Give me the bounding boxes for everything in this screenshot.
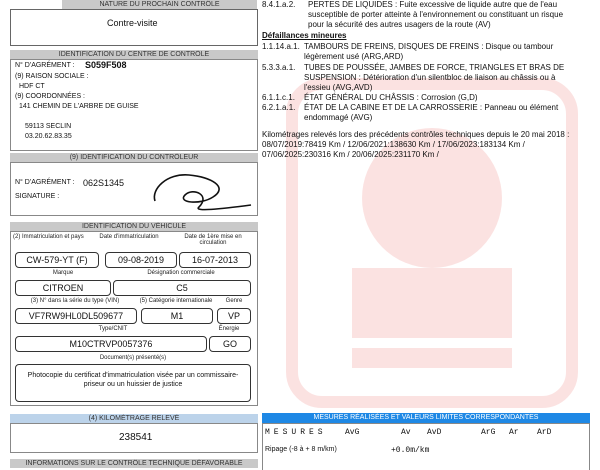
minor-text: ÉTAT GÉNÉRAL DU CHÂSSIS : Corrosion (G,D)	[304, 93, 478, 102]
docs-label: Document(s) présenté(s)	[99, 355, 167, 361]
minor-code: 6.2.1.a.1.	[262, 103, 296, 112]
measures-col: Ar	[509, 428, 519, 437]
measures-col: ArG	[481, 428, 496, 437]
vin-label: (3) N° dans la série du type (VIN)	[30, 298, 120, 304]
genre-field	[217, 308, 251, 324]
reg-label: (2) Immatriculation et pays	[13, 234, 84, 240]
minor-code: 6.1.1.c.1.	[262, 93, 295, 102]
vin-field	[15, 308, 137, 324]
minor-code: 1.1.14.a.1.	[262, 42, 300, 51]
defect-text: PERTES DE LIQUIDES : Fuite excessive de liquide autre que de l'eau	[308, 0, 558, 9]
ripage-label: Ripage (-8 à + 8 m/km)	[265, 446, 337, 453]
vehicle-box	[10, 231, 258, 406]
reg-value: CW-579-YT (F)	[26, 255, 88, 265]
genre-value: VP	[227, 311, 240, 321]
minor-header: Défaillances mineures	[262, 31, 347, 40]
measures-header-text: MESURES RÉALISÉES ET VALEURS LIMITES CORRESPONDANTES	[313, 414, 539, 421]
vehicle-header: IDENTIFICATION DU VÉHICULE	[10, 222, 258, 231]
first-circ-value: 16-07-2013	[191, 255, 239, 265]
measures-col: Av	[401, 428, 411, 437]
type-field	[15, 336, 207, 352]
measures-col: MESURES	[265, 428, 327, 437]
docs-value: Photocopie du certificat d'immatriculation visée par un commissaire-priseur ou un huissier de justice	[27, 372, 239, 388]
controller-approval-value: 062S1345	[83, 178, 125, 188]
history-line: 08/07/2019:78419 Km / 12/06/2021:138630 Km / 17/06/2023:183134 Km /	[262, 140, 525, 149]
center-box	[10, 59, 258, 151]
history-line: Kilométrages relevés lors des précédents contrôles techniques depuis le 20 mai 2018 :	[262, 130, 570, 139]
defect-text: pour la sécurité des autres usagers de la route (AV)	[308, 20, 491, 29]
measures-col: ArD	[537, 428, 552, 437]
company-label: (9) RAISON SOCIALE :	[15, 73, 89, 80]
vin-value: VF7RW9HL0DL509677	[28, 311, 124, 321]
measures-col: AvG	[345, 428, 360, 437]
energy-label: Énergie	[218, 326, 240, 332]
genre-label: Genre	[225, 298, 243, 304]
defect-text: susceptible de porter atteinte à l'environnement ou constituant un risque	[308, 10, 564, 19]
mileage-header: (4) KILOMÉTRAGE RELEVÉ	[10, 414, 258, 423]
energy-field	[209, 336, 251, 352]
defect-code: 8.4.1.a.2.	[262, 0, 296, 9]
cat-field	[141, 308, 213, 324]
next-visit-header: NATURE DU PROCHAIN CONTRÔLE	[62, 0, 257, 9]
docs-field	[15, 364, 251, 402]
reg-date-field	[105, 252, 177, 268]
type-label: Type/CNIT	[98, 326, 128, 332]
minor-text: ÉTAT DE LA CABINE ET DE LA CARROSSERIE : Panneau ou élément	[304, 103, 559, 112]
first-circ-label: Date de 1ère mise en circulation	[184, 234, 242, 246]
address-line1: 141 CHEMIN DE L'ARBRE DE GUISE	[19, 103, 139, 110]
cat-label: (5) Catégorie internationale	[139, 298, 213, 304]
cat-value: M1	[170, 311, 184, 321]
make-field	[15, 280, 111, 296]
measures-header	[262, 413, 590, 423]
controller-header: (9) IDENTIFICATION DU CONTRÔLEUR	[10, 153, 258, 162]
first-circ-field	[179, 252, 251, 268]
reg-field	[15, 252, 99, 268]
phone: 03.20.62.83.35	[25, 133, 72, 140]
mileage-box	[10, 423, 258, 453]
model-value: C5	[176, 283, 188, 293]
next-visit-value: Contre-visite	[107, 18, 158, 28]
minor-text: l'essieu (AVG,AVD)	[304, 83, 373, 92]
minor-text: TAMBOURS DE FREINS, DISQUES DE FREINS : Disque ou tambour	[304, 42, 554, 51]
next-visit-box	[10, 9, 258, 46]
model-label: Désignation commerciale	[147, 270, 215, 276]
minor-text: TUBES DE POUSSÉE, JAMBES DE FORCE, TRIANGLES ET BRAS DE	[304, 63, 565, 72]
company-value: HDF CT	[19, 83, 45, 90]
make-value: CITROEN	[42, 283, 84, 293]
type-value: M10CTRVP0057376	[69, 339, 153, 349]
signature-label: SIGNATURE :	[15, 193, 60, 200]
signature-image	[141, 165, 253, 213]
controller-approval-label: N° D'AGRÉMENT :	[15, 179, 75, 186]
minor-code: 5.3.3.a.1.	[262, 63, 296, 72]
make-label: Marque	[52, 270, 74, 276]
center-header: IDENTIFICATION DU CENTRE DE CONTRÔLE	[10, 50, 258, 59]
measures-col: AvD	[427, 428, 442, 437]
approval-value: S059F508	[85, 60, 127, 70]
reg-date-label: Date d'immatriculation	[99, 234, 159, 240]
ripage-value: +0.0m/km	[391, 446, 430, 455]
address-label: (9) COORDONNÉES :	[15, 93, 86, 100]
history-line: 07/06/2025:230316 Km / 20/06/2025:231170 Km /	[262, 150, 439, 159]
reg-date-value: 09-08-2019	[117, 255, 165, 265]
minor-text: SUSPENSION : Détérioration d'un silentbloc de liaison au châssis ou à	[304, 73, 556, 82]
defect-line	[262, 0, 295, 10]
measures-box	[262, 423, 590, 470]
watermark-seal	[282, 78, 582, 408]
info-header: INFORMATIONS SUR LE CONTRÔLE TECHNIQUE DÉFAVORABLE	[10, 459, 258, 468]
model-field	[113, 280, 251, 296]
minor-text: légèrement usé (ARG,ARD)	[304, 52, 404, 61]
minor-text: endommagé (AVG)	[304, 113, 373, 122]
energy-value: GO	[222, 339, 237, 349]
mileage-value: 238541	[119, 432, 153, 443]
controller-box	[10, 162, 258, 216]
address-line2: 59113 SECLIN	[25, 123, 72, 130]
approval-label: N° D'AGRÉMENT :	[15, 62, 75, 69]
